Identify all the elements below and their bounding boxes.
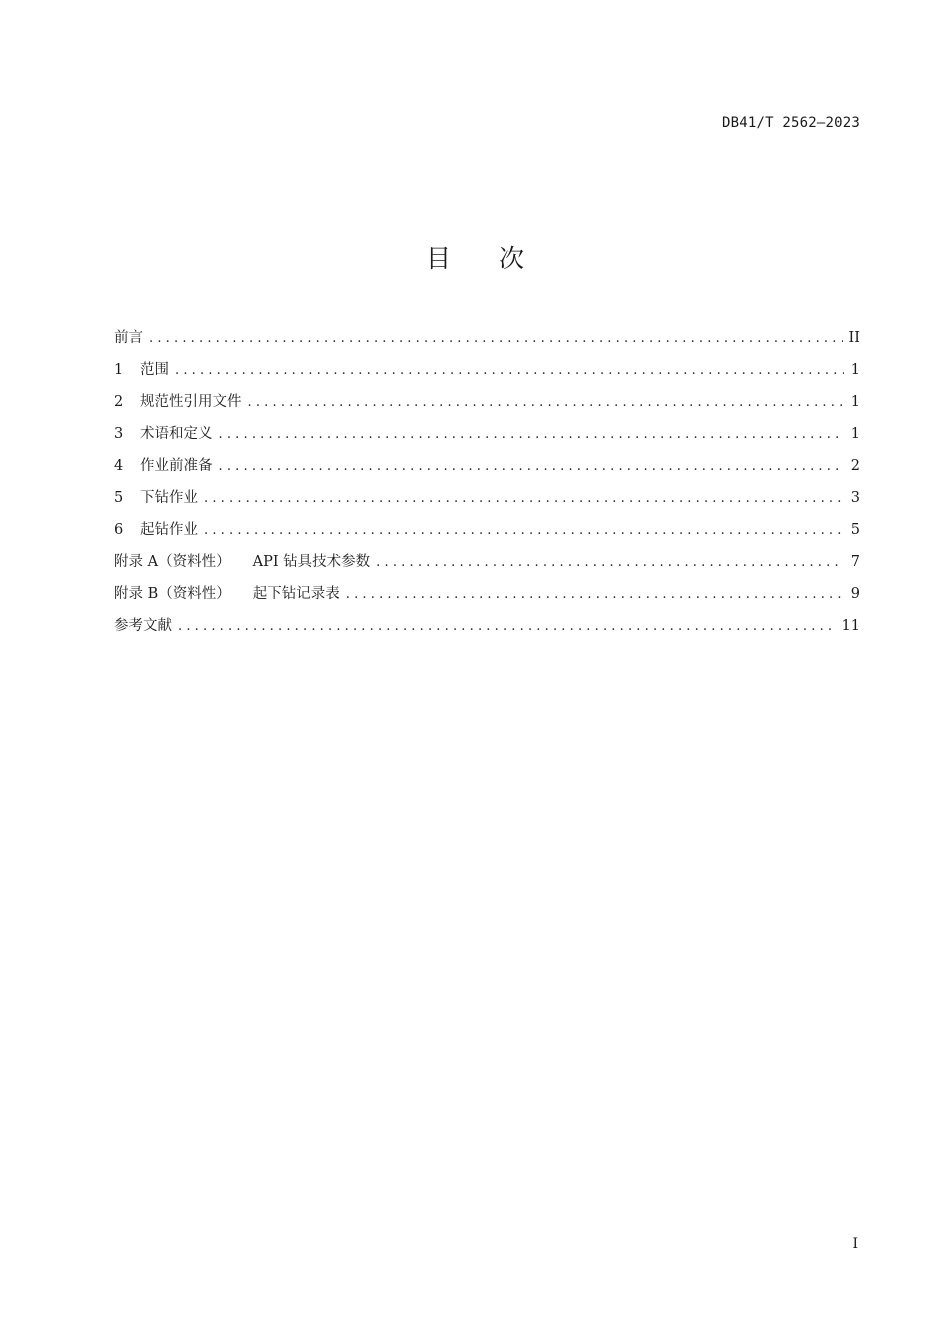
toc-leader-dots bbox=[346, 583, 844, 607]
toc-leader-dots bbox=[204, 487, 844, 511]
toc-entry-page: 1 bbox=[850, 394, 860, 410]
toc-entry-label bbox=[114, 550, 370, 574]
toc-entry-page: 11 bbox=[841, 618, 860, 634]
toc-entry-number: 4 bbox=[114, 458, 124, 474]
toc-leader-dots bbox=[175, 359, 844, 383]
toc-entry-page: II bbox=[848, 330, 860, 346]
toc-entry-page: 7 bbox=[850, 554, 860, 570]
toc-leader-dots bbox=[219, 455, 845, 479]
toc-leader-dots bbox=[219, 423, 845, 447]
toc-leader-dots bbox=[204, 519, 844, 543]
toc-entry-foreword[interactable] bbox=[114, 326, 860, 358]
toc-entry-label: 前言 bbox=[114, 330, 143, 346]
toc-entry-normative-references[interactable] bbox=[114, 390, 860, 422]
toc-entry-number: 3 bbox=[114, 426, 124, 442]
toc-leader-dots bbox=[248, 391, 845, 415]
toc-entry-page: 2 bbox=[850, 458, 860, 474]
toc-entry-number: 5 bbox=[114, 490, 124, 506]
standard-code: DB41/T 2562—2023 bbox=[721, 115, 860, 131]
toc-leader-dots bbox=[149, 327, 843, 351]
toc-entry-bibliography[interactable] bbox=[114, 614, 860, 646]
toc-entry-label: 规范性引用文件 bbox=[140, 394, 242, 410]
toc-entry-terms-definitions[interactable] bbox=[114, 422, 860, 454]
toc-entry-appendix-b[interactable] bbox=[114, 582, 860, 614]
toc-entry-label: 作业前准备 bbox=[140, 458, 213, 474]
toc-title: 目次 bbox=[425, 244, 572, 273]
toc-list bbox=[114, 326, 860, 646]
page-number: I bbox=[852, 1236, 858, 1252]
toc-entry-page: 5 bbox=[850, 522, 860, 538]
toc-leader-dots bbox=[178, 615, 836, 639]
toc-entry-page: 1 bbox=[850, 362, 860, 378]
toc-entry-label: 范围 bbox=[140, 362, 169, 378]
appendix-label: 附录 A（资料性） bbox=[114, 554, 231, 570]
toc-entry-page: 9 bbox=[850, 586, 860, 602]
toc-entry-page: 3 bbox=[850, 490, 860, 506]
appendix-label: 附录 B（资料性） bbox=[114, 586, 231, 602]
appendix-title: API 钻具技术参数 bbox=[252, 554, 371, 570]
toc-entry-page: 1 bbox=[850, 426, 860, 442]
toc-entry-preparation[interactable] bbox=[114, 454, 860, 486]
toc-entry-scope[interactable] bbox=[114, 358, 860, 390]
toc-entry-label bbox=[114, 582, 340, 606]
toc-entry-label: 参考文献 bbox=[114, 618, 172, 634]
toc-entry-number: 2 bbox=[114, 394, 124, 410]
toc-entry-label: 起钻作业 bbox=[140, 522, 198, 538]
toc-entry-label: 下钻作业 bbox=[140, 490, 198, 506]
toc-entry-appendix-a[interactable] bbox=[114, 550, 860, 582]
toc-leader-dots bbox=[376, 551, 844, 575]
toc-entry-tripping-out[interactable] bbox=[114, 518, 860, 550]
toc-entry-number: 6 bbox=[114, 522, 124, 538]
toc-entry-number: 1 bbox=[114, 362, 124, 378]
toc-entry-label: 术语和定义 bbox=[140, 426, 213, 442]
appendix-title: 起下钻记录表 bbox=[252, 586, 340, 602]
toc-entry-tripping-in[interactable] bbox=[114, 486, 860, 518]
